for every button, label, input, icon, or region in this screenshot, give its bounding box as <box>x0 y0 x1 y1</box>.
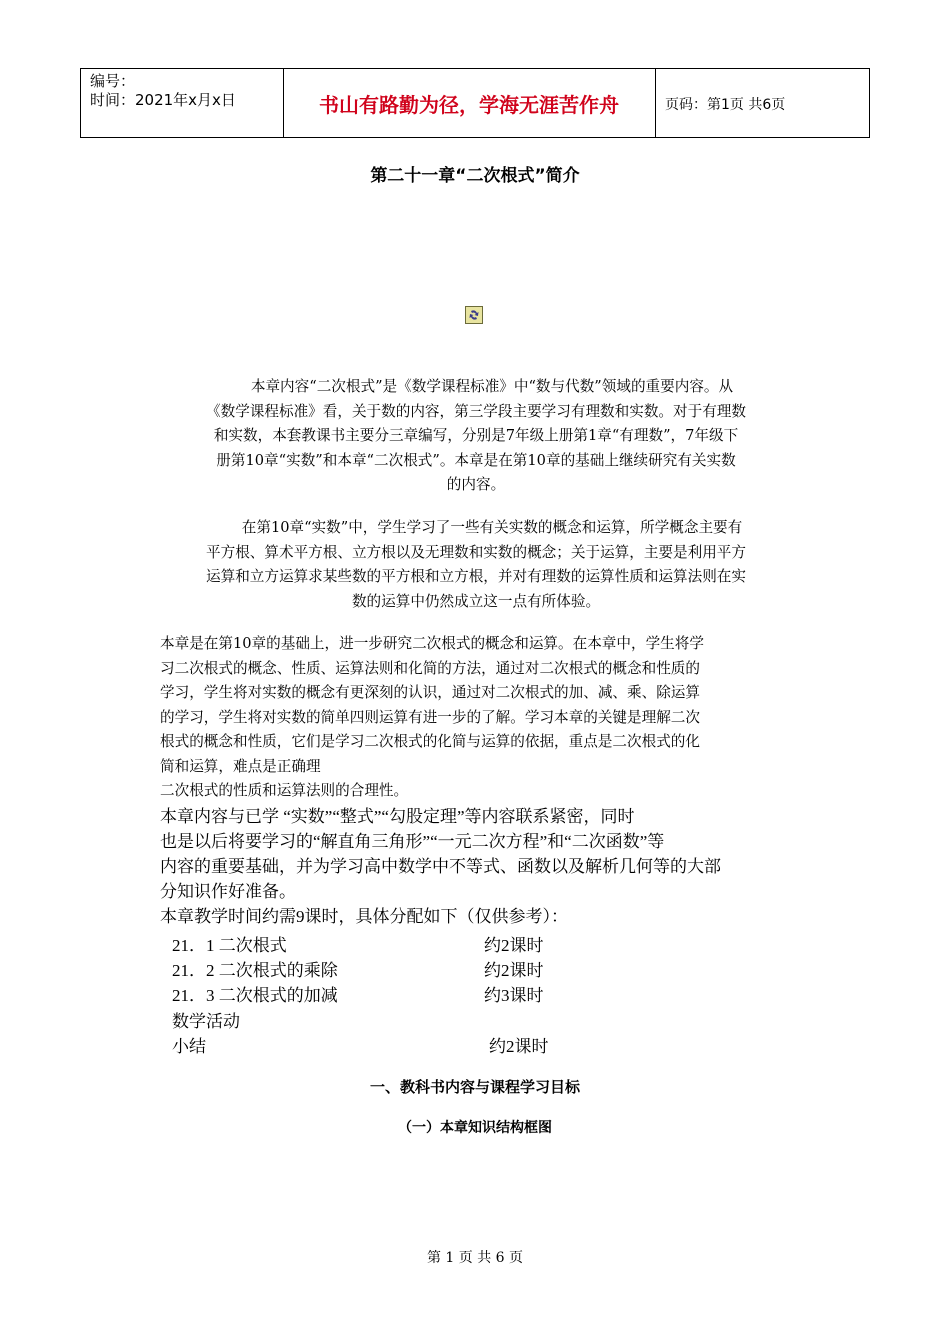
intro-paragraph-2 <box>160 516 792 614</box>
schedule-item: 数学活动 <box>172 1012 240 1031</box>
header-divider-mid2 <box>655 69 656 137</box>
schedule-hours: 约2课时 <box>489 1037 549 1056</box>
text-line: 数的运算中仍然成立这一点有所体验。 <box>351 592 601 610</box>
text-line: 本章是在第10章的基础上，进一步研究二次根式的概念和运算。在本章中，学生将学 <box>160 635 704 652</box>
text-line: 学习，学生将对实数的概念有更深刻的认识，通过对二次根式的加、减、乘、除运算 <box>160 684 700 701</box>
time-label: 时间：2021年x月x日 <box>90 91 236 109</box>
text-line: 内容的重要基础，并为学习高中数学中不等式、函数以及解析几何等的大部 <box>160 857 721 876</box>
header-table <box>80 68 870 138</box>
text-line: 习二次根式的概念、性质、运算法则和化简的方法，通过对二次根式的概念和性质的 <box>160 659 700 677</box>
text-line: 也是以后将要学习的“解直角三角形”“一元二次方程”和“二次函数”等 <box>160 832 665 851</box>
text-line: 根式的概念和性质，它们是学习二次根式的化简与运算的依据，重点是二次根式的化 <box>160 733 700 750</box>
schedule-hours: 约2课时 <box>484 961 544 980</box>
text-line: 平方根、算术平方根、立方根以及无理数和实数的概念；关于运算，主要是利用平方 <box>206 543 746 561</box>
body-paragraph-4 <box>160 804 792 929</box>
text-line: 册第10章“实数”和本章“二次根式”。本章是在第10章的基础上继续研究有关实数 <box>216 451 736 469</box>
schedule-hours: 约2课时 <box>484 936 544 955</box>
text-line: 在第10章“实数”中，学生学习了一些有关实数的概念和运算，所学概念主要有 <box>241 519 743 536</box>
text-line: 二次根式的性质和运算法则的合理性。 <box>160 782 409 799</box>
text-line: 运算和立方运算求某些数的平方根和立方根，并对有理数的运算性质和运算法则在实 <box>206 568 746 585</box>
motto: 书山有路勤为径，学海无涯苦作舟 <box>319 93 619 117</box>
schedule-item: 21．1 二次根式 <box>172 936 287 955</box>
text-line: 《数学课程标准》看，关于数的内容，第三学段主要学习有理数和实数。对于有理数 <box>206 402 746 420</box>
schedule-item: 21．3 二次根式的加减 <box>172 986 338 1005</box>
text-line: 本章内容与已学 “实数”“整式”“勾股定理”等内容联系紧密，同时 <box>160 807 635 826</box>
text-line: 简和运算，难点是正确理 <box>160 757 321 775</box>
section-heading: 一、教科书内容与课程学习目标 <box>369 1078 580 1096</box>
schedule-item: 21．2 二次根式的乘除 <box>172 961 338 980</box>
schedule-item: 小结 <box>172 1037 206 1056</box>
text-line: 的内容。 <box>446 476 506 493</box>
text-line: 本章教学时间约需9课时，具体分配如下（仅供参考）： <box>160 907 568 926</box>
text-line: 的学习，学生将对实数的简单四则运算有进一步的了解。学习本章的关键是理解二次 <box>160 708 700 726</box>
text-line: 本章内容“二次根式”是《数学课程标准》中“数与代数”领域的重要内容。从 <box>250 378 734 395</box>
page-footer: 第 1 页 共 6 页 <box>426 1250 524 1266</box>
header-divider-left <box>80 69 81 137</box>
schedule-hours: 约3课时 <box>484 986 544 1005</box>
subsection-heading: （一）本章知识结构框图 <box>398 1120 552 1136</box>
header-page-info: 页码：第1页 共6页 <box>665 97 786 113</box>
body-paragraph-3 <box>160 632 792 804</box>
embedded-object-icon[interactable] <box>465 306 483 324</box>
page-title: 第二十一章“二次根式”简介 <box>370 166 580 186</box>
intro-paragraph-1 <box>160 375 792 498</box>
serial-label: 编号： <box>90 72 136 90</box>
text-line: 和实数，本套教课书主要分三章编写，分别是7年级上册第1章“有理数”，7年级下 <box>213 427 739 444</box>
text-line: 分知识作好准备。 <box>160 882 296 901</box>
header-divider-right <box>869 69 870 137</box>
